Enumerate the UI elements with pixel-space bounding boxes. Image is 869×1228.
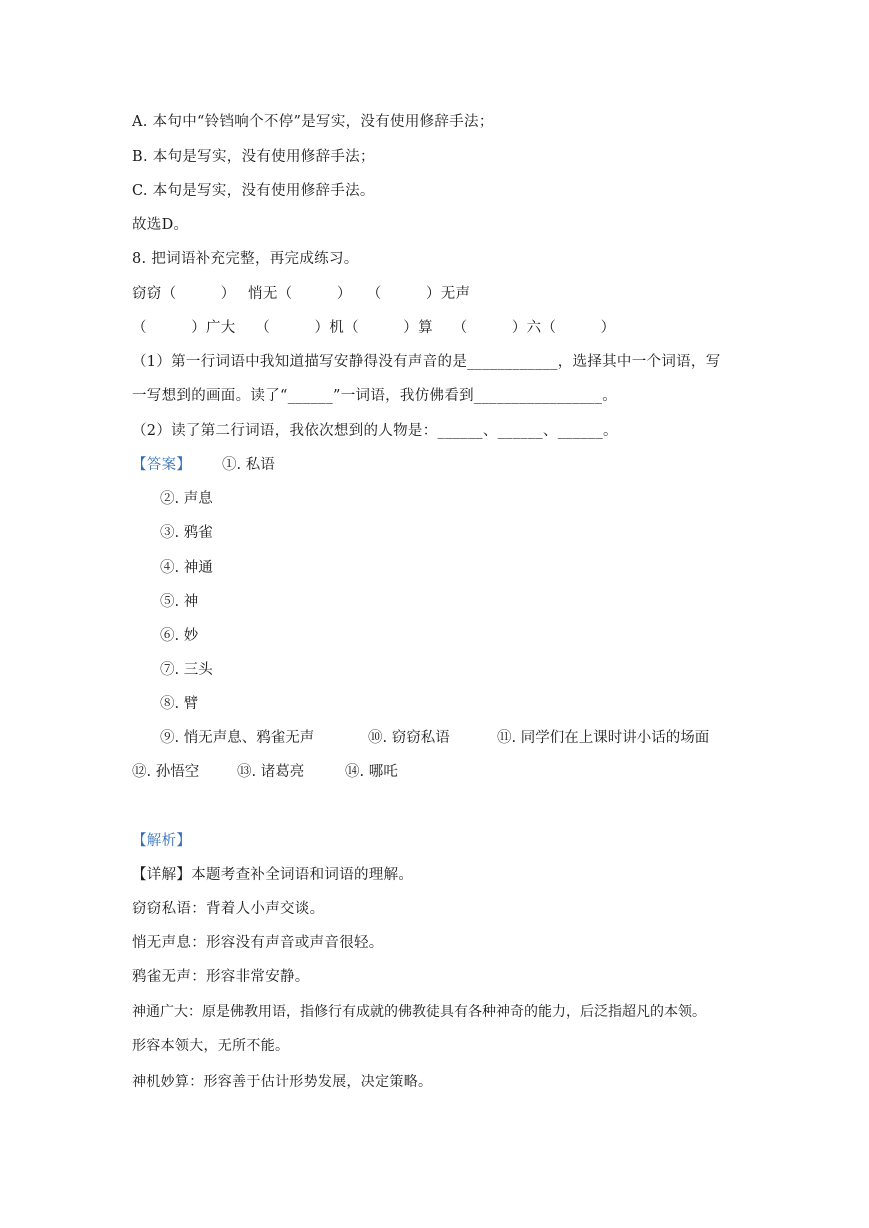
analysis-entry: 悄无声息：形容没有声音或声音很轻。 [132, 935, 384, 951]
answer-item: ⑨. 悄无声息、鸦雀无声 [160, 730, 315, 746]
answer-item: ⑭. 哪吒 [345, 764, 398, 780]
sub-question-1-line-1: （1）第一行词语中我知道描写安静得没有声音的是____________，选择其中一个词语，写 [132, 354, 721, 370]
answer-item: ②. 声息 [160, 491, 213, 507]
sub-question-1-line-2: 一写想到的画面。读了“______”一词语，我仿佛看到_________________。 [132, 388, 618, 404]
answer-item: ⑧. 臂 [160, 696, 199, 712]
answer-item: ⑤. 神 [160, 594, 199, 610]
option-a: A. 本句中“铃铛响个不停”是写实，没有使用修辞手法； [132, 114, 494, 130]
answer-item: ⑩. 窃窃私语 [368, 730, 450, 746]
answer-item: ①. 私语 [222, 457, 275, 473]
answer-item: ⑦. 三头 [160, 662, 213, 678]
word-row-2: （ ）广大 （ ）机（ ）算 （ ）六（ ） [132, 320, 616, 336]
analysis-entry: 鸦雀无声：形容非常安静。 [132, 969, 310, 985]
word-row-1: 窃窃（ ） 悄无（ ） （ ）无声 [132, 286, 471, 302]
answer-item: ⑫. 孙悟空 [132, 764, 200, 780]
analysis-label: 【解析】 [132, 833, 192, 849]
analysis-entry: 神机妙算：形容善于估计形势发展，决定策略。 [132, 1074, 433, 1090]
answer-item: ⑪. 同学们在上课时讲小话的场面 [497, 730, 710, 746]
question-title: 8. 把词语补充完整，再完成练习。 [132, 251, 359, 267]
option-c: C. 本句是写实，没有使用修辞手法。 [132, 183, 375, 199]
analysis-entry: 形容本领大，无所不能。 [132, 1038, 290, 1054]
analysis-detail: 【详解】本题考查补全词语和词语的理解。 [132, 867, 414, 883]
conclusion: 故选D。 [132, 217, 189, 233]
answer-label: 【答案】 [132, 457, 192, 473]
answer-item: ⑥. 妙 [160, 628, 199, 644]
answer-item: ④. 神通 [160, 560, 213, 576]
sub-question-2: （2）读了第二行词语，我依次想到的人物是：______、______、______。 [132, 423, 618, 439]
analysis-entry: 窃窃私语：背着人小声交谈。 [132, 901, 325, 917]
option-b: B. 本句是写实，没有使用修辞手法； [132, 149, 375, 165]
answer-item: ③. 鸦雀 [160, 525, 213, 541]
analysis-entry: 神通广大：原是佛教用语，指修行有成就的佛教徒具有各种神奇的能力，后泛指超凡的本领。 [132, 1004, 706, 1020]
answer-item: ⑬. 诸葛亮 [237, 764, 305, 780]
